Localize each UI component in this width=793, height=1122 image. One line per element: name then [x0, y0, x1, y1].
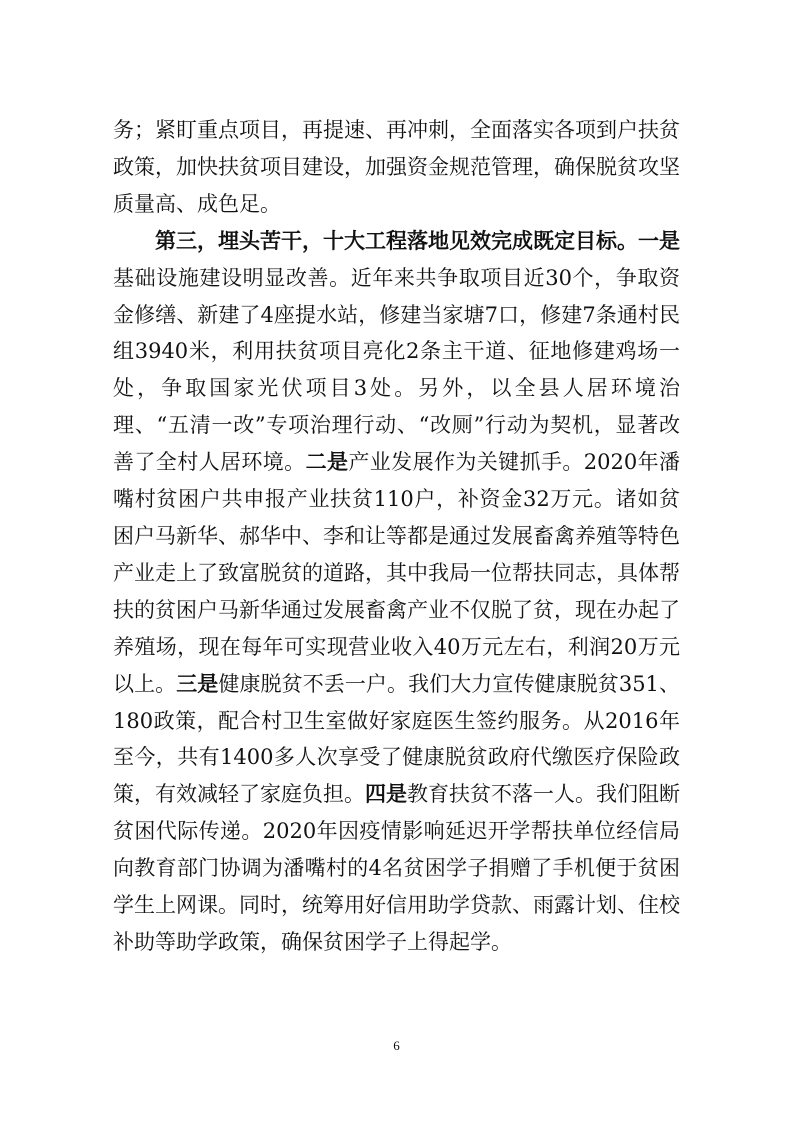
item-label-three: 三是	[176, 670, 219, 696]
item-text-two: 产业发展作为关键抓手。2020年潘嘴村贫困户共申报产业扶贫110户，补资金32万元。诸如贫困户马新华、郝华中、李和让等都是通过发展畜禽养殖等特色产业走上了致富脱贫的道路，其中我局一位帮扶同志，具体帮扶的贫困户马新华通过发展畜禽产业不仅脱了贫，现在办起了养殖场，现在每年可实现营业收入40万元左右，利润20万元以上。	[113, 450, 681, 696]
item-text-one: 基础设施建设明显改善。近年来共争取项目近30个，争取资金修缮、新建了4座提水站，修建当家塘7口，修建7条通村民组3940米，利用扶贫项目亮化2条主干道、征地修建鸡场一处，争取国家光伏项目3处。另外，以全县人居环境治理、“五清一改”专项治理行动、“改厕”行动为契机，显著改善了全村人居环境。	[113, 265, 680, 475]
document-body	[113, 112, 680, 961]
section-heading: 第三，埋头苦干，十大工程落地见效完成既定目标。	[155, 227, 638, 253]
item-label-two: 二是	[305, 449, 349, 475]
item-text-three: 健康脱贫不丢一户。我们大力宣传健康脱贫351、180政策，配合村卫生室做好家庭医生签约服务。从2016年至今，共有1400多人次享受了健康脱贫政府代缴医疗保险政策，有效减轻了家庭负担。	[113, 671, 680, 807]
item-label-one: 一是	[638, 227, 680, 253]
paragraph-section-three	[113, 223, 680, 961]
paragraph-continuation: 务；紧盯重点项目，再提速、再冲刺，全面落实各项到户扶贫政策，加快扶贫项目建设，加强资金规范管理，确保脱贫攻坚质量高、成色足。	[113, 118, 680, 216]
item-text-four: 教育扶贫不落一人。我们阻断贫困代际传递。2020年因疫情影响延迟开学帮扶单位经信局向教育部门协调为潘嘴村的4名贫困学子捐赠了手机便于贫困学生上网课。同时，统筹用好信用助学贷款、雨露计划、住校补助等助学政策，确保贫困学子上得起学。	[113, 782, 680, 954]
page-number: 6	[393, 1038, 400, 1053]
item-label-four: 四是	[365, 781, 407, 807]
